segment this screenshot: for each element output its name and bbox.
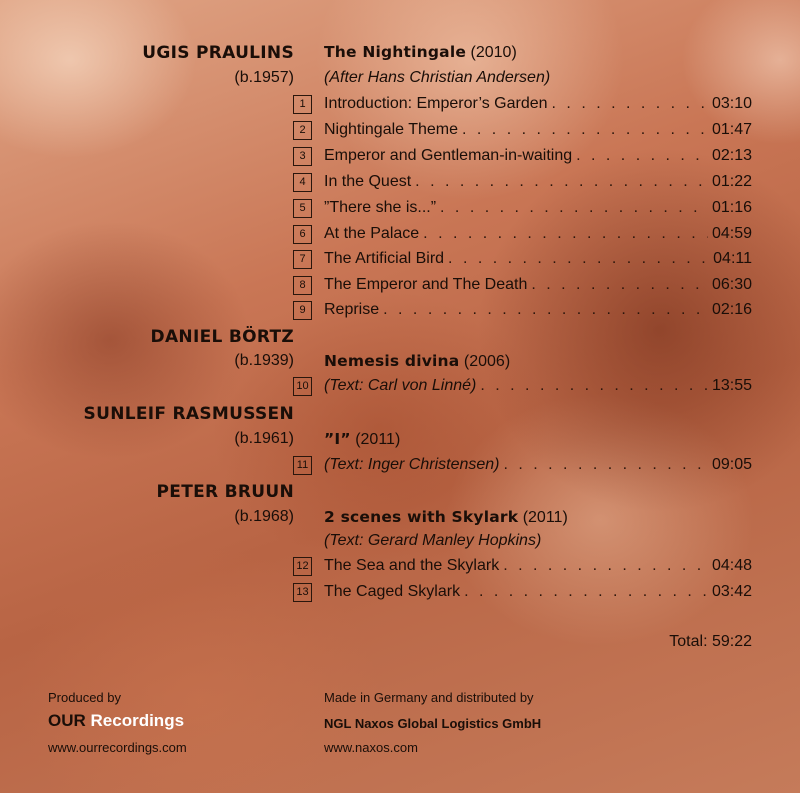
made-in-text: Made in Germany and distributed by (324, 690, 534, 705)
leader-dots (383, 301, 708, 319)
distributor-url: www.naxos.com (324, 740, 418, 755)
work-subtitle: (After Hans Christian Andersen) (324, 69, 551, 86)
track-time: 01:22 (711, 173, 752, 190)
track-time: 09:05 (711, 456, 752, 473)
track-row (324, 121, 752, 139)
track-title: ”There she is...” (324, 199, 437, 216)
track-time: 02:13 (711, 147, 752, 164)
track-number-box: 7 (293, 250, 312, 269)
track-time: 03:42 (711, 583, 752, 600)
composer-birth: (b.1957) (234, 69, 294, 86)
track-time: 13:55 (711, 377, 752, 394)
work-title-line (324, 43, 517, 62)
leader-dots (503, 557, 708, 575)
work-subtitle: (Text: Gerard Manley Hopkins) (324, 532, 542, 549)
track-number-box: 9 (293, 301, 312, 320)
work-year: (2011) (522, 509, 568, 526)
leader-dots (440, 199, 708, 217)
track-title: The Sea and the Skylark (324, 557, 500, 574)
track-number-box: 4 (293, 173, 312, 192)
track-time: 03:10 (711, 95, 752, 112)
work-title: The Nightingale (324, 43, 467, 61)
track-title: In the Quest (324, 173, 412, 190)
composer-name: PETER BRUUN (156, 482, 294, 502)
track-number-box: 2 (293, 121, 312, 140)
track-time: 06:30 (711, 276, 752, 293)
work-title-line (324, 508, 568, 527)
track-row (324, 456, 752, 474)
composer-name: DANIEL BÖRTZ (150, 327, 294, 347)
leader-dots (531, 276, 708, 294)
work-title: ”I” (324, 430, 351, 448)
track-row (324, 276, 752, 294)
track-row (324, 225, 752, 243)
track-title: Introduction: Emperor’s Garden (324, 95, 548, 112)
label-logo (48, 711, 184, 731)
produced-by-label: Produced by (48, 690, 121, 705)
distributor-name: NGL Naxos Global Logistics GmbH (324, 716, 542, 731)
track-title: Reprise (324, 301, 380, 318)
track-number-box: 12 (293, 557, 312, 576)
work-year: (2006) (463, 353, 511, 370)
track-time: 04:59 (711, 225, 752, 242)
work-year: (2011) (355, 431, 401, 448)
track-number-box: 10 (293, 377, 312, 396)
track-title: (Text: Carl von Linné) (324, 377, 477, 394)
label-logo-our: OUR (48, 711, 86, 730)
work-year: (2010) (470, 44, 517, 61)
track-title: (Text: Inger Christensen) (324, 456, 500, 473)
composer-birth: (b.1961) (234, 430, 294, 447)
track-row (324, 95, 752, 113)
work-title: 2 scenes with Skylark (324, 508, 519, 526)
track-time: 01:47 (711, 121, 752, 138)
track-row (324, 147, 752, 165)
track-number-box: 1 (293, 95, 312, 114)
track-number-box: 13 (293, 583, 312, 602)
leader-dots (448, 250, 709, 268)
track-number-box: 5 (293, 199, 312, 218)
leader-dots (423, 225, 708, 243)
producer-url: www.ourrecordings.com (48, 740, 187, 755)
track-number-box: 3 (293, 147, 312, 166)
composer-birth: (b.1939) (234, 352, 294, 369)
track-row (324, 583, 752, 601)
track-time: 02:16 (711, 301, 752, 318)
track-number-box: 6 (293, 225, 312, 244)
track-title: Nightingale Theme (324, 121, 459, 138)
work-title-line (324, 430, 400, 449)
track-row (324, 301, 752, 319)
composer-name: UGIS PRAULINS (142, 43, 294, 63)
track-title: At the Palace (324, 225, 420, 242)
leader-dots (415, 173, 708, 191)
track-row (324, 250, 752, 268)
total-duration: Total: 59:22 (669, 633, 752, 650)
work-title-line (324, 352, 510, 371)
track-time: 01:16 (711, 199, 752, 216)
track-title: The Caged Skylark (324, 583, 461, 600)
composer-name: SUNLEIF RASMUSSEN (83, 404, 294, 424)
track-row (324, 557, 752, 575)
track-title: The Emperor and The Death (324, 276, 528, 293)
track-time: 04:48 (711, 557, 752, 574)
leader-dots (464, 583, 708, 601)
track-number-box: 11 (293, 456, 312, 475)
leader-dots (480, 377, 708, 395)
track-row (324, 173, 752, 191)
leader-dots (462, 121, 708, 139)
leader-dots (552, 95, 708, 113)
work-title: Nemesis divina (324, 352, 460, 370)
track-time: 04:11 (713, 250, 752, 267)
label-logo-recordings: Recordings (90, 711, 185, 730)
track-title: The Artificial Bird (324, 250, 445, 267)
track-title: Emperor and Gentleman-in-waiting (324, 147, 573, 164)
track-number-box: 8 (293, 276, 312, 295)
leader-dots (503, 456, 707, 474)
composer-birth: (b.1968) (234, 508, 294, 525)
leader-dots (576, 147, 708, 165)
track-row (324, 377, 752, 395)
track-row (324, 199, 752, 217)
